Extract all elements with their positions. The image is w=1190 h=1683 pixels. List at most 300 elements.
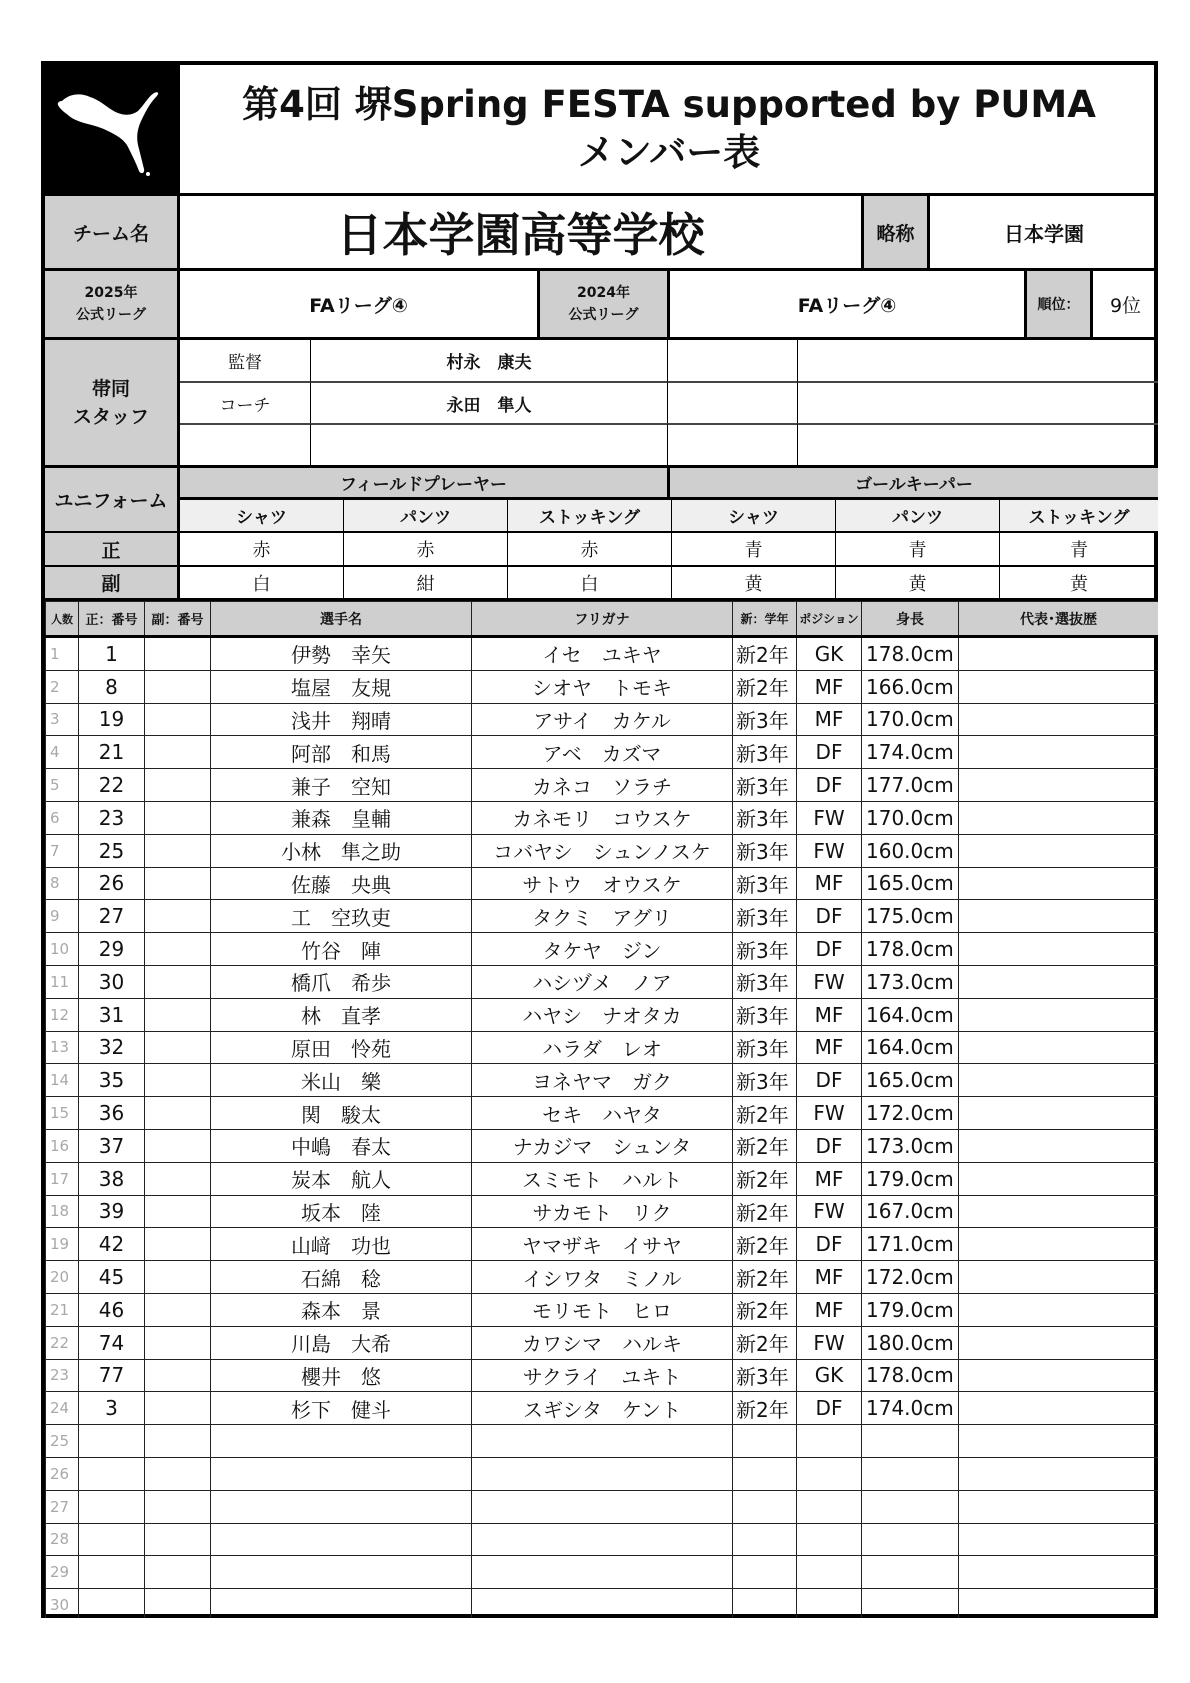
player-height-cell[interactable]: 165.0cm: [862, 867, 959, 900]
player-name-cell[interactable]: 中嶋 春太: [211, 1129, 472, 1162]
player-kana-cell[interactable]: ヨネヤマ ガク: [472, 1064, 733, 1097]
player-history-cell[interactable]: [959, 1457, 1159, 1490]
player-grade-cell[interactable]: [733, 1556, 797, 1589]
uniform-primary-gk-shirt: 青: [671, 533, 835, 565]
col-header-primary-no: 正：番号: [79, 602, 145, 637]
player-name-cell[interactable]: 小林 隼之助: [211, 834, 472, 867]
player-kana-cell[interactable]: [472, 1490, 733, 1523]
player-position-cell[interactable]: DF: [797, 1129, 862, 1162]
player-position-cell[interactable]: MF: [797, 867, 862, 900]
secondary-number-cell[interactable]: [145, 1359, 211, 1392]
player-name-cell[interactable]: 原田 怜苑: [211, 1031, 472, 1064]
player-position-cell[interactable]: DF: [797, 900, 862, 933]
player-height-cell[interactable]: [862, 1589, 959, 1618]
player-height-cell[interactable]: 173.0cm: [862, 1129, 959, 1162]
secondary-number-cell[interactable]: [145, 1392, 211, 1425]
player-grade-cell[interactable]: 新2年: [733, 1129, 797, 1162]
player-grade-cell[interactable]: 新3年: [733, 834, 797, 867]
player-height-cell[interactable]: 166.0cm: [862, 670, 959, 703]
player-history-cell[interactable]: [959, 1162, 1159, 1195]
player-kana-cell[interactable]: カワシマ ハルキ: [472, 1326, 733, 1359]
uniform-secondary-fp-pants: 紺: [343, 567, 507, 598]
player-position-cell[interactable]: [797, 1556, 862, 1589]
player-kana-cell[interactable]: アベ カズマ: [472, 736, 733, 769]
league-2024-text: 公式リーグ: [568, 307, 639, 323]
player-history-cell[interactable]: [959, 1523, 1159, 1556]
secondary-number-cell[interactable]: [145, 1064, 211, 1097]
player-height-cell[interactable]: 172.0cm: [862, 1261, 959, 1294]
player-name-cell[interactable]: 森本 景: [211, 1293, 472, 1326]
player-kana-cell[interactable]: ハシヅメ ノア: [472, 965, 733, 998]
player-grade-cell[interactable]: 新3年: [733, 1031, 797, 1064]
primary-number-cell[interactable]: 26: [79, 867, 145, 900]
player-history-cell[interactable]: [959, 1129, 1159, 1162]
player-position-cell[interactable]: DF: [797, 736, 862, 769]
secondary-number-cell[interactable]: [145, 933, 211, 966]
primary-number-cell[interactable]: [79, 1457, 145, 1490]
primary-number-cell[interactable]: 77: [79, 1359, 145, 1392]
player-kana-cell[interactable]: スギシタ ケント: [472, 1392, 733, 1425]
player-position-cell[interactable]: DF: [797, 769, 862, 802]
player-history-cell[interactable]: [959, 1293, 1159, 1326]
primary-number-cell[interactable]: 8: [79, 670, 145, 703]
primary-number-cell[interactable]: 42: [79, 1228, 145, 1261]
primary-number-cell[interactable]: 37: [79, 1129, 145, 1162]
player-position-cell[interactable]: GK: [797, 637, 862, 671]
primary-number-cell[interactable]: 27: [79, 900, 145, 933]
secondary-number-cell[interactable]: [145, 867, 211, 900]
uniform-secondary-fp-socks: 白: [507, 567, 671, 598]
player-name-cell[interactable]: 林 直孝: [211, 998, 472, 1031]
player-height-cell[interactable]: 174.0cm: [862, 736, 959, 769]
row-count-cell: 17: [46, 1162, 79, 1195]
primary-number-cell[interactable]: [79, 1523, 145, 1556]
player-height-cell[interactable]: 180.0cm: [862, 1326, 959, 1359]
player-position-cell[interactable]: [797, 1457, 862, 1490]
player-position-cell[interactable]: DF: [797, 1228, 862, 1261]
player-position-cell[interactable]: [797, 1490, 862, 1523]
player-kana-cell[interactable]: ハラダ レオ: [472, 1031, 733, 1064]
primary-number-cell[interactable]: 31: [79, 998, 145, 1031]
player-grade-cell[interactable]: 新3年: [733, 998, 797, 1031]
player-grade-cell[interactable]: 新3年: [733, 1064, 797, 1097]
secondary-number-cell[interactable]: [145, 1490, 211, 1523]
player-grade-cell[interactable]: 新2年: [733, 637, 797, 671]
player-kana-cell[interactable]: ヤマザキ イサヤ: [472, 1228, 733, 1261]
player-height-cell[interactable]: [862, 1490, 959, 1523]
secondary-number-cell[interactable]: [145, 736, 211, 769]
player-kana-cell[interactable]: [472, 1425, 733, 1458]
table-row: [46, 1293, 1159, 1326]
player-grade-cell[interactable]: 新2年: [733, 1392, 797, 1425]
table-row: [46, 1326, 1159, 1359]
player-grade-cell[interactable]: [733, 1589, 797, 1618]
player-history-cell[interactable]: [959, 1261, 1159, 1294]
player-history-cell[interactable]: [959, 1326, 1159, 1359]
player-grade-cell[interactable]: 新2年: [733, 1195, 797, 1228]
player-position-cell[interactable]: [797, 1425, 862, 1458]
player-position-cell[interactable]: MF: [797, 1031, 862, 1064]
primary-number-cell[interactable]: 39: [79, 1195, 145, 1228]
player-position-cell[interactable]: DF: [797, 933, 862, 966]
secondary-number-cell[interactable]: [145, 998, 211, 1031]
table-row: [46, 1490, 1159, 1523]
player-position-cell[interactable]: MF: [797, 703, 862, 736]
player-kana-cell[interactable]: サクライ ユキト: [472, 1359, 733, 1392]
player-name-cell[interactable]: 佐藤 央典: [211, 867, 472, 900]
primary-number-cell[interactable]: 46: [79, 1293, 145, 1326]
player-height-cell[interactable]: 179.0cm: [862, 1162, 959, 1195]
player-position-cell[interactable]: FW: [797, 1097, 862, 1130]
secondary-number-cell[interactable]: [145, 1523, 211, 1556]
player-history-cell[interactable]: [959, 933, 1159, 966]
player-history-cell[interactable]: [959, 1064, 1159, 1097]
player-grade-cell[interactable]: 新3年: [733, 736, 797, 769]
table-row: [46, 965, 1159, 998]
row-count-cell: 12: [46, 998, 79, 1031]
table-row: [46, 1261, 1159, 1294]
player-history-cell[interactable]: [959, 867, 1159, 900]
secondary-number-cell[interactable]: [145, 1589, 211, 1618]
staff-extra-2b[interactable]: [797, 381, 1158, 423]
secondary-number-cell[interactable]: [145, 1326, 211, 1359]
player-height-cell[interactable]: [862, 1425, 959, 1458]
row-count-cell: 8: [46, 867, 79, 900]
secondary-number-cell[interactable]: [145, 1162, 211, 1195]
player-history-cell[interactable]: [959, 703, 1159, 736]
row-count-cell: 10: [46, 933, 79, 966]
player-name-cell[interactable]: 工 空玖吏: [211, 900, 472, 933]
player-name-cell[interactable]: [211, 1556, 472, 1589]
row-count-cell: 4: [46, 736, 79, 769]
player-history-cell[interactable]: [959, 736, 1159, 769]
primary-number-cell[interactable]: 74: [79, 1326, 145, 1359]
player-grade-cell[interactable]: 新3年: [733, 933, 797, 966]
player-name-cell[interactable]: 炭本 航人: [211, 1162, 472, 1195]
player-kana-cell[interactable]: モリモト ヒロ: [472, 1293, 733, 1326]
staff-extra-3a[interactable]: [667, 423, 797, 465]
player-history-cell[interactable]: [959, 670, 1159, 703]
player-history-cell[interactable]: [959, 1195, 1159, 1228]
player-grade-cell[interactable]: 新2年: [733, 1097, 797, 1130]
player-name-cell[interactable]: 櫻井 悠: [211, 1359, 472, 1392]
player-height-cell[interactable]: 178.0cm: [862, 1359, 959, 1392]
player-history-cell[interactable]: [959, 965, 1159, 998]
row-count-cell: 29: [46, 1556, 79, 1589]
league-2024-label: [537, 268, 667, 337]
player-height-cell[interactable]: [862, 1556, 959, 1589]
player-kana-cell[interactable]: [472, 1589, 733, 1618]
player-name-cell[interactable]: 坂本 陸: [211, 1195, 472, 1228]
uniform-secondary-gk-shirt: 黄: [671, 567, 835, 598]
row-count-cell: 6: [46, 801, 79, 834]
secondary-number-cell[interactable]: [145, 1097, 211, 1130]
player-history-cell[interactable]: [959, 1359, 1159, 1392]
player-grade-cell[interactable]: 新2年: [733, 1293, 797, 1326]
player-position-cell[interactable]: DF: [797, 1392, 862, 1425]
player-height-cell[interactable]: [862, 1523, 959, 1556]
secondary-number-cell[interactable]: [145, 1556, 211, 1589]
player-name-cell[interactable]: 伊勢 幸矢: [211, 637, 472, 671]
player-position-cell[interactable]: FW: [797, 965, 862, 998]
player-history-cell[interactable]: [959, 769, 1159, 802]
staff-extra-2a[interactable]: [667, 381, 797, 423]
player-history-cell[interactable]: [959, 637, 1159, 671]
primary-number-cell[interactable]: 45: [79, 1261, 145, 1294]
table-row: [46, 998, 1159, 1031]
player-history-cell[interactable]: [959, 1490, 1159, 1523]
player-position-cell[interactable]: MF: [797, 1293, 862, 1326]
secondary-number-cell[interactable]: [145, 703, 211, 736]
player-name-cell[interactable]: 杉下 健斗: [211, 1392, 472, 1425]
secondary-number-cell[interactable]: [145, 834, 211, 867]
player-kana-cell[interactable]: イシワタ ミノル: [472, 1261, 733, 1294]
player-height-cell[interactable]: 171.0cm: [862, 1228, 959, 1261]
player-kana-cell[interactable]: サカモト リク: [472, 1195, 733, 1228]
row-count-cell: 25: [46, 1425, 79, 1458]
player-grade-cell[interactable]: 新2年: [733, 1261, 797, 1294]
staff-extra-1b[interactable]: [797, 340, 1158, 381]
staff-role-3[interactable]: [180, 423, 310, 465]
player-grade-cell[interactable]: 新3年: [733, 703, 797, 736]
player-height-cell[interactable]: 170.0cm: [862, 801, 959, 834]
table-row: [46, 1097, 1159, 1130]
secondary-number-cell[interactable]: [145, 1425, 211, 1458]
player-kana-cell[interactable]: アサイ カケル: [472, 703, 733, 736]
player-kana-cell[interactable]: シオヤ トモキ: [472, 670, 733, 703]
player-height-cell[interactable]: 178.0cm: [862, 933, 959, 966]
primary-number-cell[interactable]: 21: [79, 736, 145, 769]
player-history-cell[interactable]: [959, 900, 1159, 933]
primary-number-cell[interactable]: [79, 1490, 145, 1523]
secondary-number-cell[interactable]: [145, 769, 211, 802]
player-name-cell[interactable]: 橋爪 希歩: [211, 965, 472, 998]
player-name-cell[interactable]: 兼森 皇輔: [211, 801, 472, 834]
player-history-cell[interactable]: [959, 1392, 1159, 1425]
player-kana-cell[interactable]: コバヤシ シュンノスケ: [472, 834, 733, 867]
player-grade-cell[interactable]: [733, 1425, 797, 1458]
table-row: [46, 900, 1159, 933]
player-name-cell[interactable]: 塩屋 友規: [211, 670, 472, 703]
secondary-number-cell[interactable]: [145, 670, 211, 703]
primary-number-cell[interactable]: 38: [79, 1162, 145, 1195]
player-kana-cell[interactable]: タケヤ ジン: [472, 933, 733, 966]
primary-number-cell[interactable]: [79, 1425, 145, 1458]
player-height-cell[interactable]: 167.0cm: [862, 1195, 959, 1228]
player-history-cell[interactable]: [959, 834, 1159, 867]
uniform-primary-label: 正: [45, 531, 177, 565]
rank-value: 9位: [1090, 268, 1158, 337]
primary-number-cell[interactable]: 25: [79, 834, 145, 867]
player-name-cell[interactable]: 竹谷 陣: [211, 933, 472, 966]
table-row: [46, 670, 1159, 703]
player-kana-cell[interactable]: [472, 1556, 733, 1589]
secondary-number-cell[interactable]: [145, 637, 211, 671]
player-grade-cell[interactable]: 新3年: [733, 769, 797, 802]
primary-number-cell[interactable]: 32: [79, 1031, 145, 1064]
primary-number-cell[interactable]: 22: [79, 769, 145, 802]
player-grade-cell[interactable]: 新3年: [733, 867, 797, 900]
player-kana-cell[interactable]: ナカジマ シュンタ: [472, 1129, 733, 1162]
player-grade-cell[interactable]: [733, 1457, 797, 1490]
player-grade-cell[interactable]: 新3年: [733, 801, 797, 834]
secondary-number-cell[interactable]: [145, 1195, 211, 1228]
secondary-number-cell[interactable]: [145, 801, 211, 834]
roster-area: [45, 598, 1158, 1618]
player-position-cell[interactable]: FW: [797, 1326, 862, 1359]
secondary-number-cell[interactable]: [145, 1129, 211, 1162]
player-position-cell[interactable]: FW: [797, 801, 862, 834]
player-history-cell[interactable]: [959, 1589, 1159, 1618]
player-height-cell[interactable]: 160.0cm: [862, 834, 959, 867]
secondary-number-cell[interactable]: [145, 1261, 211, 1294]
player-history-cell[interactable]: [959, 1556, 1159, 1589]
player-position-cell[interactable]: DF: [797, 1064, 862, 1097]
player-history-cell[interactable]: [959, 1228, 1159, 1261]
player-kana-cell[interactable]: タクミ アグリ: [472, 900, 733, 933]
player-height-cell[interactable]: 164.0cm: [862, 998, 959, 1031]
player-position-cell[interactable]: FW: [797, 1195, 862, 1228]
player-height-cell[interactable]: 172.0cm: [862, 1097, 959, 1130]
primary-number-cell[interactable]: [79, 1556, 145, 1589]
table-row: [46, 834, 1159, 867]
player-height-cell[interactable]: 174.0cm: [862, 1392, 959, 1425]
player-position-cell[interactable]: MF: [797, 1261, 862, 1294]
player-name-cell[interactable]: 石綿 稔: [211, 1261, 472, 1294]
primary-number-cell[interactable]: [79, 1589, 145, 1618]
player-position-cell[interactable]: [797, 1589, 862, 1618]
player-height-cell[interactable]: 179.0cm: [862, 1293, 959, 1326]
player-grade-cell[interactable]: 新3年: [733, 965, 797, 998]
player-grade-cell[interactable]: 新2年: [733, 1162, 797, 1195]
player-height-cell[interactable]: 165.0cm: [862, 1064, 959, 1097]
player-position-cell[interactable]: FW: [797, 834, 862, 867]
player-position-cell[interactable]: MF: [797, 998, 862, 1031]
secondary-number-cell[interactable]: [145, 1031, 211, 1064]
staff-role-1: 監督: [228, 353, 262, 373]
player-history-cell[interactable]: [959, 1425, 1159, 1458]
primary-number-cell[interactable]: 36: [79, 1097, 145, 1130]
staff-role-2: コーチ: [180, 381, 310, 423]
col-header-height: 身長: [862, 602, 959, 637]
secondary-number-cell[interactable]: [145, 965, 211, 998]
staff-label: [45, 337, 177, 465]
player-kana-cell[interactable]: カネコ ソラチ: [472, 769, 733, 802]
player-height-cell[interactable]: 170.0cm: [862, 703, 959, 736]
primary-number-cell[interactable]: 3: [79, 1392, 145, 1425]
player-grade-cell[interactable]: [733, 1523, 797, 1556]
page-title: 第4回 堺Spring FESTA supported by PUMA: [242, 83, 1096, 126]
player-history-cell[interactable]: [959, 1097, 1159, 1130]
player-height-cell[interactable]: 173.0cm: [862, 965, 959, 998]
col-header-grade: 新：学年: [733, 602, 797, 637]
staff-name-3[interactable]: [310, 423, 667, 465]
player-name-cell[interactable]: [211, 1425, 472, 1458]
player-name-cell[interactable]: 阿部 和馬: [211, 736, 472, 769]
secondary-number-cell[interactable]: [145, 1228, 211, 1261]
primary-number-cell[interactable]: 29: [79, 933, 145, 966]
player-kana-cell[interactable]: カネモリ コウスケ: [472, 801, 733, 834]
primary-number-cell[interactable]: 1: [79, 637, 145, 671]
uniform-primary-fp-pants: 赤: [343, 533, 507, 565]
player-kana-cell[interactable]: [472, 1457, 733, 1490]
player-name-cell[interactable]: 山﨑 功也: [211, 1228, 472, 1261]
player-name-cell[interactable]: 米山 樂: [211, 1064, 472, 1097]
player-kana-cell[interactable]: ハヤシ ナオタカ: [472, 998, 733, 1031]
row-count-cell: 19: [46, 1228, 79, 1261]
player-grade-cell[interactable]: 新2年: [733, 1326, 797, 1359]
row-count-cell: 21: [46, 1293, 79, 1326]
uniform-col-gk-pants: パンツ: [835, 500, 999, 531]
player-position-cell[interactable]: MF: [797, 670, 862, 703]
player-height-cell[interactable]: 177.0cm: [862, 769, 959, 802]
uniform-field-label: フィールドプレーヤー: [177, 465, 667, 497]
team-name-label: チーム名: [45, 193, 177, 268]
row-count-cell: 2: [46, 670, 79, 703]
player-grade-cell[interactable]: [733, 1490, 797, 1523]
player-grade-cell[interactable]: 新2年: [733, 670, 797, 703]
player-name-cell[interactable]: [211, 1523, 472, 1556]
row-count-cell: 11: [46, 965, 79, 998]
player-name-cell[interactable]: [211, 1589, 472, 1618]
player-kana-cell[interactable]: サトウ オウスケ: [472, 867, 733, 900]
player-name-cell[interactable]: 浅井 翔晴: [211, 703, 472, 736]
secondary-number-cell[interactable]: [145, 900, 211, 933]
player-grade-cell[interactable]: 新3年: [733, 900, 797, 933]
rank-label: 順位：: [1024, 268, 1090, 337]
player-history-cell[interactable]: [959, 998, 1159, 1031]
uniform-gk-label: ゴールキーパー: [667, 465, 1158, 497]
secondary-number-cell[interactable]: [145, 1293, 211, 1326]
player-history-cell[interactable]: [959, 801, 1159, 834]
secondary-number-cell[interactable]: [145, 1457, 211, 1490]
player-name-cell[interactable]: 兼子 空知: [211, 769, 472, 802]
uniform-primary-gk-pants: 青: [835, 533, 999, 565]
player-position-cell[interactable]: [797, 1523, 862, 1556]
player-position-cell[interactable]: MF: [797, 1162, 862, 1195]
player-name-cell[interactable]: [211, 1457, 472, 1490]
player-name-cell[interactable]: 川島 大希: [211, 1326, 472, 1359]
table-row: [46, 637, 1159, 671]
player-height-cell[interactable]: [862, 1457, 959, 1490]
staff-extra-1a[interactable]: [667, 340, 797, 381]
player-height-cell[interactable]: 164.0cm: [862, 1031, 959, 1064]
player-kana-cell[interactable]: イセ ユキヤ: [472, 637, 733, 671]
row-count-cell: 26: [46, 1457, 79, 1490]
uniform-secondary-row: [177, 565, 1158, 598]
primary-number-cell[interactable]: 35: [79, 1064, 145, 1097]
staff-extra-3b[interactable]: [797, 423, 1158, 465]
player-grade-cell[interactable]: 新3年: [733, 1359, 797, 1392]
player-position-cell[interactable]: GK: [797, 1359, 862, 1392]
title-block: [177, 65, 1158, 193]
player-kana-cell[interactable]: [472, 1523, 733, 1556]
player-kana-cell[interactable]: スミモト ハルト: [472, 1162, 733, 1195]
player-history-cell[interactable]: [959, 1031, 1159, 1064]
row-count-cell: 1: [46, 637, 79, 671]
table-row: [46, 1162, 1159, 1195]
uniform-secondary-label: 副: [45, 565, 177, 598]
player-height-cell[interactable]: 175.0cm: [862, 900, 959, 933]
player-height-cell[interactable]: 178.0cm: [862, 637, 959, 671]
primary-number-cell[interactable]: 19: [79, 703, 145, 736]
player-grade-cell[interactable]: 新2年: [733, 1228, 797, 1261]
player-kana-cell[interactable]: セキ ハヤタ: [472, 1097, 733, 1130]
player-name-cell[interactable]: [211, 1490, 472, 1523]
primary-number-cell[interactable]: 30: [79, 965, 145, 998]
primary-number-cell[interactable]: 23: [79, 801, 145, 834]
player-name-cell[interactable]: 関 駿太: [211, 1097, 472, 1130]
